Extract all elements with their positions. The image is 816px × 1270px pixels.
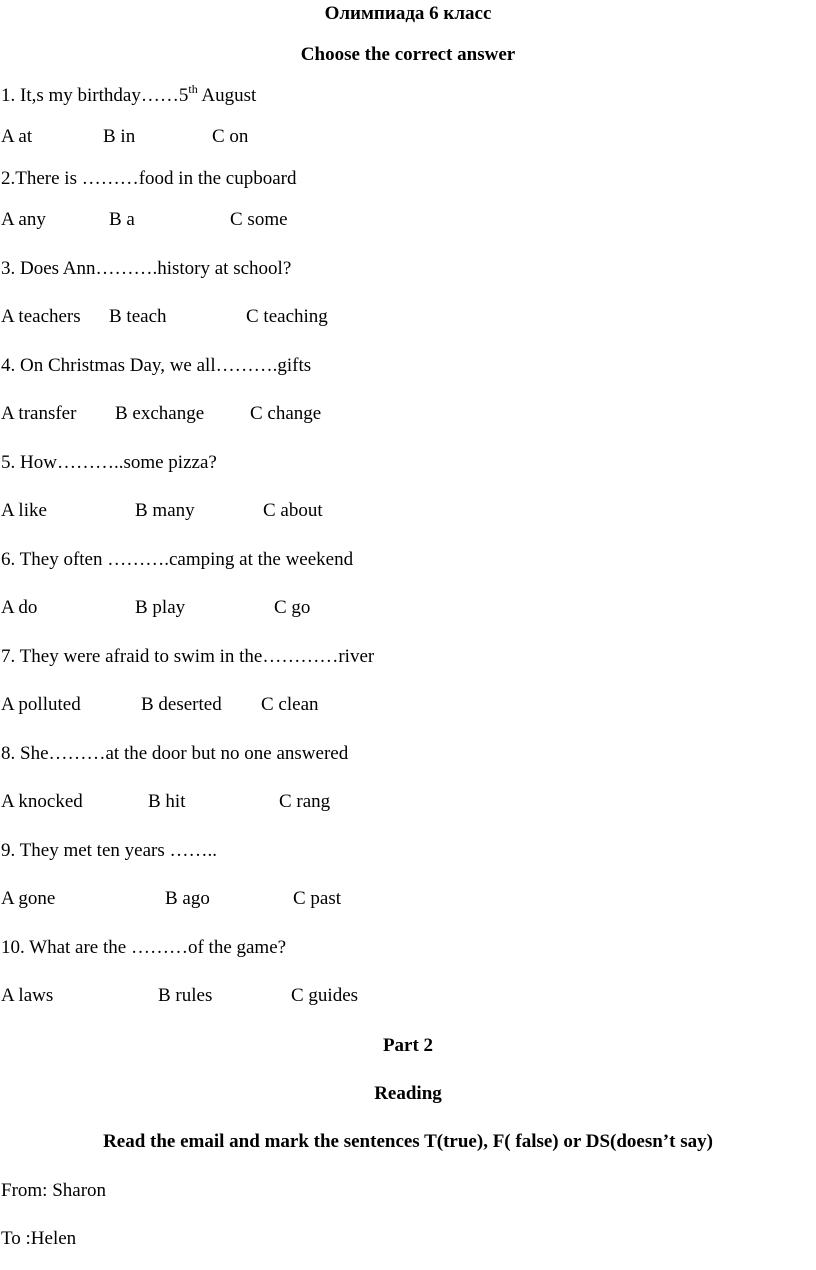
- reading-instruction: Read the email and mark the sentences T(true), F( false) or DS(doesn’t say): [103, 1131, 713, 1152]
- question-5-stem: 5. How………..some pizza?: [1, 452, 217, 473]
- option-a: A gone: [1, 888, 56, 909]
- question-1-stem: 1. It,s my birthday……5th August: [1, 82, 257, 106]
- option-b: B teach: [109, 306, 167, 327]
- part-2-title: Part 2: [382, 1035, 434, 1056]
- option-b: B play: [135, 597, 186, 618]
- option-a: A polluted: [1, 694, 81, 715]
- option-c: C some: [230, 209, 288, 230]
- option-a: A transfer: [1, 403, 77, 424]
- question-8-stem: 8. She………at the door but no one answered: [1, 743, 349, 764]
- option-b: B hit: [148, 791, 186, 812]
- instruction-heading: Choose the correct answer: [300, 44, 516, 65]
- option-c: C rang: [279, 791, 331, 812]
- option-b: B many: [135, 500, 195, 521]
- option-a: A at: [1, 126, 33, 147]
- option-b: B exchange: [115, 403, 205, 424]
- option-c: C clean: [261, 694, 319, 715]
- option-b: B a: [109, 209, 135, 230]
- option-b: B ago: [165, 888, 210, 909]
- question-3-stem: 3. Does Ann……….history at school?: [1, 258, 292, 279]
- option-a: A like: [1, 500, 47, 521]
- option-a: A laws: [1, 985, 54, 1006]
- option-c: C teaching: [246, 306, 328, 327]
- option-c: C go: [274, 597, 311, 618]
- question-6-stem: 6. They often ……….camping at the weekend: [1, 549, 354, 570]
- option-c: C on: [212, 126, 249, 147]
- question-2-stem: 2.There is ………food in the cupboard: [1, 168, 297, 189]
- email-from: From: Sharon: [1, 1180, 107, 1201]
- option-c: C past: [293, 888, 342, 909]
- option-b: B in: [103, 126, 136, 147]
- option-a: A teachers: [1, 306, 81, 327]
- option-b: B deserted: [141, 694, 222, 715]
- option-a: A knocked: [1, 791, 83, 812]
- option-a: A any: [1, 209, 46, 230]
- option-a: A do: [1, 597, 38, 618]
- option-c: C change: [250, 403, 322, 424]
- email-to: To :Helen: [1, 1228, 77, 1249]
- question-7-stem: 7. They were afraid to swim in the…………river: [1, 646, 375, 667]
- page-title: Олимпиада 6 класс: [324, 3, 492, 24]
- reading-heading: Reading: [374, 1083, 442, 1104]
- option-b: B rules: [158, 985, 213, 1006]
- option-c: C about: [263, 500, 323, 521]
- question-9-stem: 9. They met ten years ……..: [1, 840, 217, 861]
- question-4-stem: 4. On Christmas Day, we all……….gifts: [1, 355, 312, 376]
- question-10-stem: 10. What are the ………of the game?: [1, 937, 287, 958]
- option-c: C guides: [291, 985, 359, 1006]
